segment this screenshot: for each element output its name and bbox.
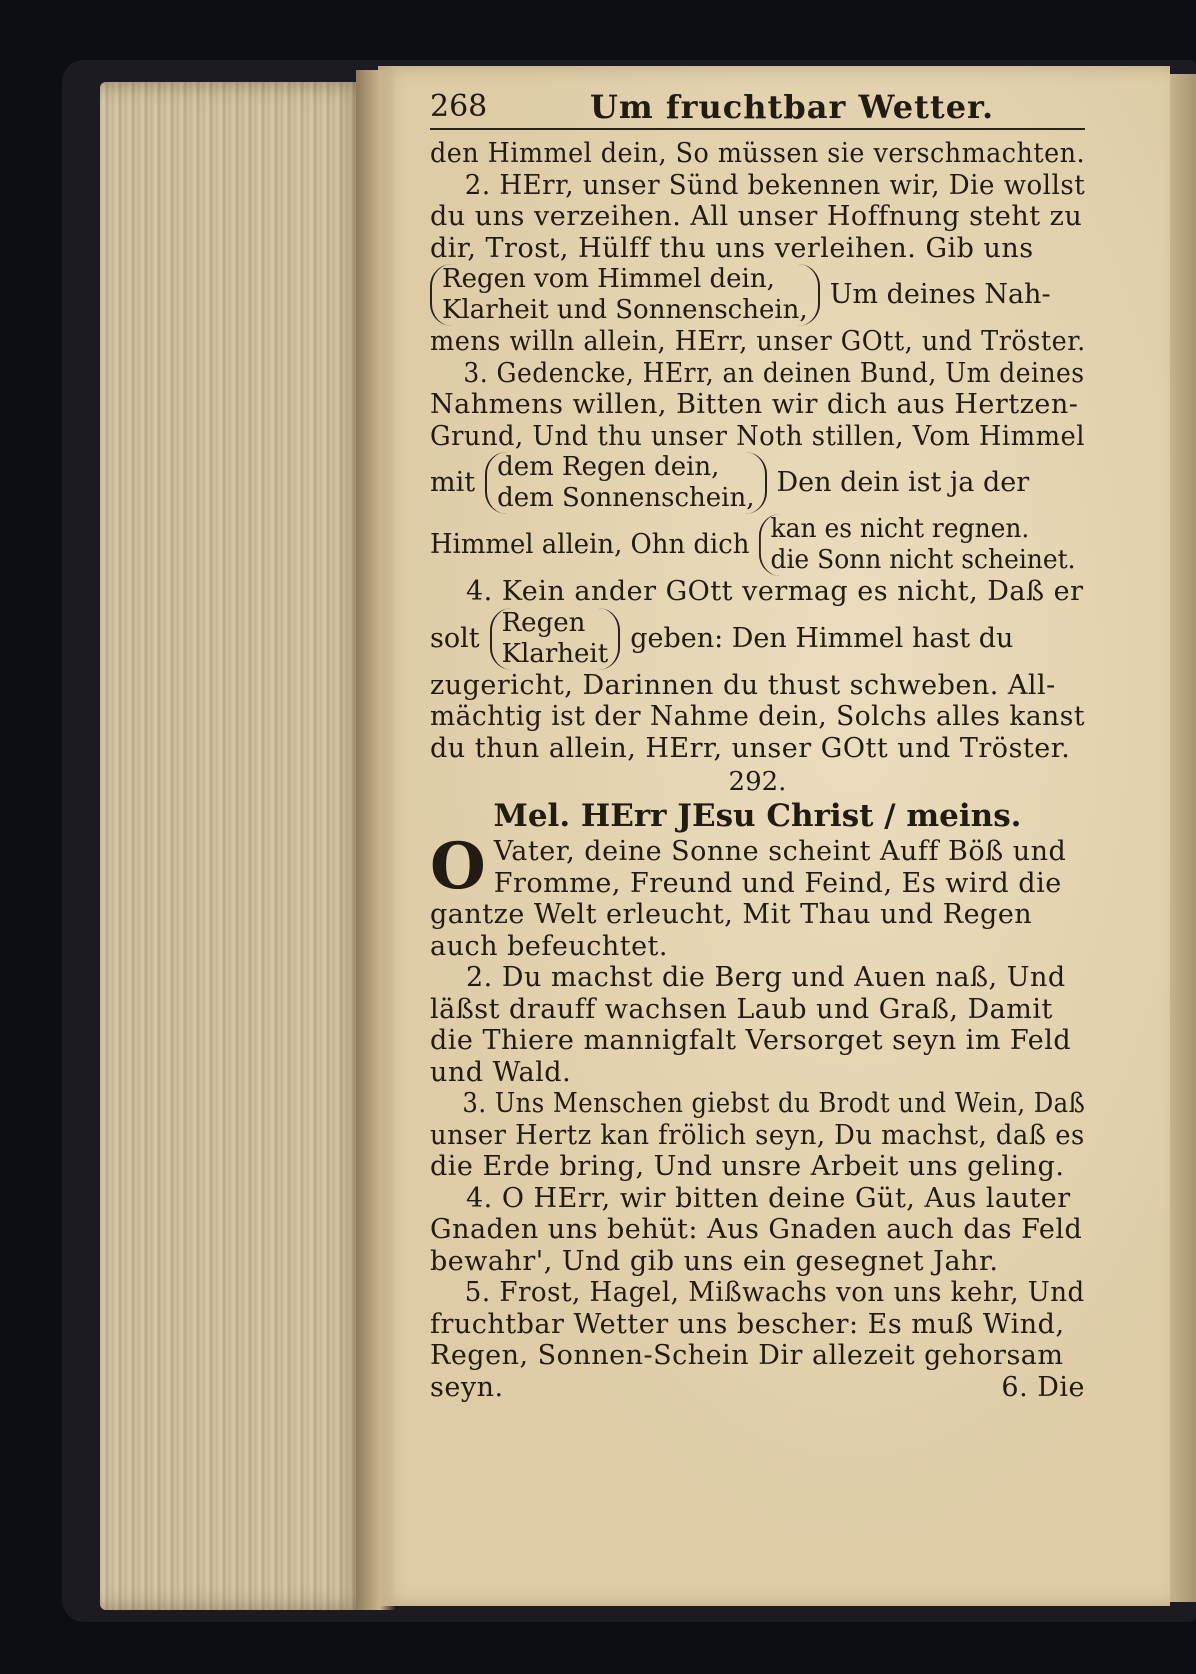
text-line: auch befeuchtet. bbox=[430, 930, 668, 962]
catchword: 6. Die bbox=[1001, 1371, 1085, 1403]
hymn-292 bbox=[430, 766, 1085, 1403]
page-gutter bbox=[356, 70, 396, 1610]
page-text bbox=[430, 86, 1085, 1403]
brace bbox=[490, 608, 621, 670]
text-line: dir, Trost, Hülff thu uns verleihen. Gib uns bbox=[430, 232, 1034, 264]
verse-4-start: 4. O HErr, wir bitten deine Güt, Aus lauter bbox=[466, 1182, 1071, 1214]
brace-line: dem Sonnenschein, bbox=[497, 483, 755, 513]
text-line: Nahmens willen, Bitten wir dich aus Hertzen- bbox=[430, 389, 1079, 420]
drop-cap: O bbox=[430, 829, 486, 904]
last-line bbox=[430, 1372, 1085, 1404]
verse-2-start: 2. HErr, unser Sünd bekennen wir, Die wollst bbox=[464, 169, 1086, 201]
brace-line: Regen vom Himmel dein, bbox=[442, 264, 775, 294]
verse-2-start: 2. Du machst die Berg und Auen naß, Und bbox=[466, 962, 1066, 993]
brace-line: kan es nicht regnen. bbox=[770, 514, 1030, 544]
text-line: zugericht, Darinnen du thust schweben. All- bbox=[430, 669, 1056, 701]
brace-group bbox=[430, 514, 1076, 576]
text-line: Regen, Sonnen-Schein Dir allezeit gehorsam bbox=[430, 1340, 1064, 1371]
text-line: Himmel allein, Ohn dich bbox=[430, 529, 750, 561]
text-line: du uns verzeihen. All unser Hoffnung steht zu bbox=[430, 201, 1083, 232]
brace bbox=[430, 264, 820, 326]
brace bbox=[759, 514, 1085, 576]
text-line: geben: Den Himmel hast du bbox=[630, 622, 1014, 654]
brace-line: Klarheit bbox=[501, 638, 609, 669]
text-line: die Thiere mannigfalt Versorget seyn im Feld bbox=[430, 1025, 1072, 1056]
verse-3-start: 3. Gedencke, HErr, an deinen Bund, Um deines bbox=[463, 357, 1085, 389]
brace-group bbox=[430, 452, 1085, 514]
text-line: gantze Welt erleucht, Mit Thau und Regen bbox=[430, 899, 1033, 930]
text-line: fruchtbar Wetter uns bescher: Es muß Wind, bbox=[430, 1308, 1065, 1340]
text-line: und Wald. bbox=[430, 1056, 572, 1088]
text-line: die Erde bring, Und unsre Arbeit uns geling. bbox=[430, 1151, 1065, 1182]
text-line: läßst drauff wachsen Laub und Graß, Damit bbox=[430, 993, 1053, 1025]
page-stack-edges bbox=[100, 82, 370, 1610]
melody-heading: Mel. HErr JEsu Christ / meins. bbox=[493, 798, 1022, 834]
text-line: du thun allein, HErr, unser GOtt und Tröster. bbox=[430, 732, 1071, 764]
text-line: Vater, deine Sonne scheint Auff Böß und bbox=[493, 836, 1067, 867]
brace-line: dem Regen dein, bbox=[497, 452, 720, 482]
text-line: Den dein ist ja der bbox=[776, 467, 1030, 499]
running-title: Um fruchtbar Wetter. bbox=[590, 88, 995, 126]
text-line: Fromme, Freund und Feind, Es wird die bbox=[493, 867, 1062, 899]
page-number: 268 bbox=[430, 89, 488, 124]
text-line: den Himmel dein, So müssen sie verschmachten. bbox=[430, 138, 1085, 169]
verse-5-start: 5. Frost, Hagel, Mißwachs von uns kehr, Und bbox=[464, 1277, 1085, 1308]
text-line: unser Hertz kan frölich seyn, Du machst, daß es bbox=[430, 1119, 1085, 1151]
brace-line: Regen bbox=[501, 607, 586, 638]
text-line: Um deines Nah- bbox=[829, 279, 1051, 311]
text-line: seyn. bbox=[430, 1371, 504, 1403]
text-line: mächtig ist der Nahme dein, Solchs alles kanst bbox=[430, 701, 1085, 732]
verse-4-start: 4. Kein ander GOtt vermag es nicht, Daß er bbox=[466, 576, 1084, 607]
brace-group bbox=[430, 264, 1085, 326]
text-line: mit bbox=[430, 467, 476, 499]
hymn-291 bbox=[430, 138, 1085, 764]
text-line: Gnaden uns behüt: Aus Gnaden auch das Feld bbox=[430, 1214, 1083, 1245]
text-line: mens willn allein, HErr, unser GOtt, und Tröster. bbox=[430, 326, 1086, 357]
brace-line: die Sonn nicht scheinet. bbox=[770, 545, 1076, 575]
brace bbox=[485, 452, 766, 514]
facing-page-edge bbox=[1170, 74, 1196, 1602]
text-line: bewahr', Und gib uns ein gesegnet Jahr. bbox=[430, 1245, 999, 1277]
page-header bbox=[430, 86, 1085, 130]
text-line: solt bbox=[430, 622, 480, 654]
brace-group bbox=[430, 608, 1085, 670]
hymn-number: 292. bbox=[728, 767, 787, 797]
text-line: Grund, Und thu unser Noth stillen, Vom Himmel bbox=[430, 420, 1085, 452]
verse-1 bbox=[430, 829, 1085, 962]
verse-3-start: 3. Uns Menschen giebst du Brodt und Wein, Daß bbox=[462, 1088, 1086, 1119]
brace-line: Klarheit und Sonnenschein, bbox=[442, 295, 808, 325]
